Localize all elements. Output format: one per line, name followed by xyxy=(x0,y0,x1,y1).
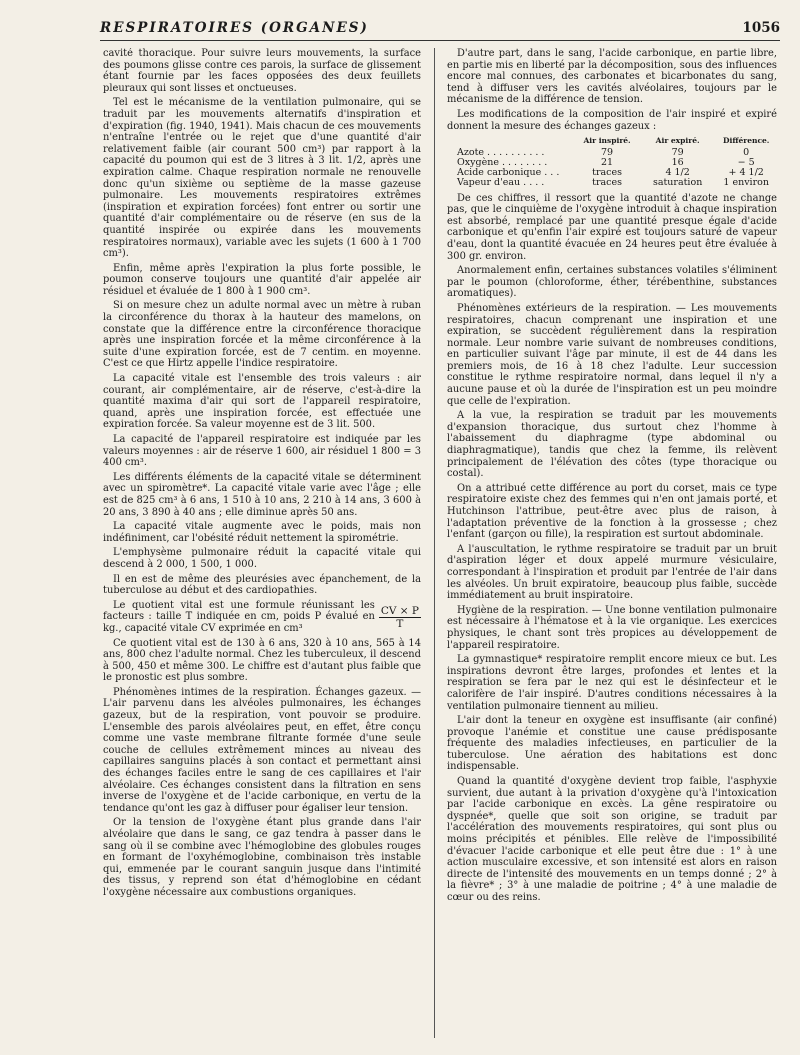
running-title: RESPIRATOIRES (ORGANES) xyxy=(100,20,369,36)
paragraph: Hygiène de la respiration. — Une bonne ventilation pulmonaire est nécessaire à l'hématose et à la vie organique. Les exercices physiques, le chant sont très propices au développement de l'appareil respiratoire. xyxy=(447,604,777,651)
vital-quotient-formula xyxy=(103,600,421,635)
right-column xyxy=(447,48,777,1048)
paragraph: La gymnastique* respiratoire remplit encore mieux ce but. Les inspirations devront être larges, profondes et lentes et la respiration se fera par le nez qui est le désinfecteur et le calorifère de l'air inspiré. D'autres conditions nécessaires à la ventilation pulmonaire tiennent au milieu. xyxy=(447,654,777,712)
table-cell: + 4 1/2 xyxy=(728,167,764,179)
paragraph: A la vue, la respiration se traduit par les mouvements d'expansion thoracique, dus surtout chez l'homme à l'abaissement du diaphragme (type abdominal ou diaphragmatique), tandis que chez la femme, ils relèvent principalement de l'élévation des côtes (type thoracique ou costal). xyxy=(447,410,777,480)
paragraph: La capacité vitale est l'ensemble des trois valeurs : air courant, air complémentaire, air de réserve, c'est-à-dire la quantité maxima d'air qui sort de l'appareil respiratoire, quand, après une inspiration forcée, est effectuée une expiration forcée. Sa valeur moyenne est de 3 lit. 500. xyxy=(103,373,421,431)
table-row xyxy=(457,178,777,188)
table-header xyxy=(457,135,574,147)
table-cell: − 5 xyxy=(737,156,755,168)
table-header: Air inspiré. xyxy=(583,136,631,146)
paragraph: La capacité vitale augmente avec le poids, mais non indéfiniment, car l'obésité réduit nettement la spirométrie. xyxy=(103,521,421,544)
paragraph: Si on mesure chez un adulte normal avec un mètre à ruban la circonférence du thorax à la hauteur des mamelons, on constate que la différence entre la circonférence thoracique après une inspiration forcée et la même circonférence à la suite d'une expiration forcée, est de 7 centim. en moyenne. C'est ce que Hirtz appelle l'indice respiratoire. xyxy=(103,300,421,370)
table-cell: 21 xyxy=(601,156,614,168)
paragraph: L'air dont la teneur en oxygène est insuffisante (air confiné) provoque l'anémie et constitue une cause prédisposante fréquente des maladies infectieuses, en particulier de la tuberculose. Une aération des habitations est donc indispensable. xyxy=(447,715,777,773)
paragraph: Enfin, même après l'expiration la plus forte possible, le poumon conserve toujours une quantité d'air appelée air résiduel et évaluée de 1 800 à 1 900 cm³. xyxy=(103,262,421,297)
running-header xyxy=(100,18,780,41)
paragraph: Il en est de même des pleurésies avec épanchement, de la tuberculose au début et des cardiopathies. xyxy=(103,573,421,597)
table-header-row xyxy=(457,135,777,147)
paragraph: L'emphysème pulmonaire réduit la capacité vitale qui descend à 2 000, 1 500, 1 000. xyxy=(103,547,421,570)
table-cell: 4 1/2 xyxy=(665,167,690,179)
paragraph: Anormalement enfin, certaines substances volatiles s'éliminent par le poumon (chloroforme, éther, térébenthine, substances aromatiques). xyxy=(447,265,777,300)
paragraph: Or la tension de l'oxygène étant plus grande dans l'air alvéolaire que dans le sang, ce gaz tendra à passer dans le sang où il se combine avec l'hémoglobine des globules rouges en formant de l'oxyhémoglobine, combinaison très instable qui, emmenée par le courant sanguin jusque dans l'intimité des tissus, y reprend son état d'hémoglobine en cédant l'oxygène nécessaire aux combustions organiques. xyxy=(103,817,421,898)
paragraph: D'autre part, dans le sang, l'acide carbonique, en partie libre, en partie mis en liberté par la décomposition, sous des influences encore mal connues, des carbonates et bicarbonates du sang, tend à diffuser vers les cavités alvéolaires, toujours par le mécanisme de la différence de tension. xyxy=(447,48,777,106)
fraction-denominator: T xyxy=(396,617,404,630)
table-cell: saturation xyxy=(652,177,703,189)
table-cell: 1 environ xyxy=(723,177,769,189)
paragraph: Les différents éléments de la capacité vitale se déterminent avec un spiromètre*. La capacité vitale varie avec l'âge ; elle est de 825 cm³ à 6 ans, 1 510 à 10 ans, 2 210 à 14 ans, 3 600 à 20 ans, 3 890 à 40 ans ; elle diminue après 50 ans. xyxy=(103,471,421,518)
table-cell: Azote . . . . . . . . . . xyxy=(457,146,545,158)
table-cell: 79 xyxy=(671,146,684,158)
paragraph: Phénomènes extérieurs de la respiration. — Les mouvements respiratoires, chacun comprenant une inspiration et une expiration, se succèdent régulièrement dans la respiration normale. Leur nombre varie suivant de nombreuses conditions, en particulier suivant l'âge par minute, il est de 44 dans les premiers mois, de 16 à 18 chez l'adulte. Leur succession constitue le rythme respiratoire normal, dans lequel il n'y a aucune pause et où la durée de l'inspiration est un peu moindre que celle de l'expiration. xyxy=(447,302,777,407)
paragraph: A l'auscultation, le rythme respiratoire se traduit par un bruit d'aspiration léger et doux appelé murmure vésiculaire, correspondant à l'inspiration et produit par l'entrée de l'air dans les alvéoles. Un bruit expiratoire, beaucoup plus faible, succède immédiatement au bruit inspiratoire. xyxy=(447,543,777,602)
paragraph: On a attribué cette différence au port du corset, mais ce type respiratoire existe chez des femmes qui n'en ont jamais porté, et Hutchinson l'attribue, peut-être avec plus de raison, à l'adaptation préventive de la fonction à la grossesse ; chez l'enfant (garçon ou fille), la respiration est surtout abdominale. xyxy=(447,482,777,541)
table-cell: Vapeur d'eau . . . . xyxy=(457,177,545,189)
fraction-numerator: CV × P xyxy=(380,604,419,617)
table-cell: traces xyxy=(592,167,622,179)
table-cell: 79 xyxy=(601,146,614,158)
table-header: Différence. xyxy=(722,136,770,146)
left-column xyxy=(103,48,421,1048)
table-header: Air expiré. xyxy=(655,136,700,146)
table-cell: 0 xyxy=(743,146,750,158)
page-number: 1056 xyxy=(742,20,780,36)
paragraph: De ces chiffres, il ressort que la quantité d'azote ne change pas, que le cinquième de l'oxygène introduit à chaque inspiration est absorbé, remplacé par une quantité presque égale d'acide carbonique et qu'enfin l'air expiré est toujours saturé de vapeur d'eau, dont la quantité évacuée en 24 heures peut être évaluée à 300 gr. environ. xyxy=(447,192,777,262)
paragraph: Les modifications de la composition de l'air inspiré et expiré donnent la mesure des échanges gazeux : xyxy=(447,108,777,132)
paragraph: Quand la quantité d'oxygène devient trop faible, l'asphyxie survient, due autant à la privation d'oxygène qu'à l'intoxication par l'acide carbonique en excès. La gêne respiratoire ou dyspnée*, quelle que soit son origine, se traduit par l'accélération des mouvements respiratoires, qui sont plus ou moins précipités et pénibles. Elle relève de l'impossibilité d'évacuer l'acide carbonique et elle peut être due : 1° à une action musculaire excessive, et son intensité est alors en raison directe de l'intensité des mouvements en un temps donné ; 2° à la fièvre* ; 3° à une maladie de poitrine ; 4° à une maladie de cœur ou des reins. xyxy=(447,776,777,903)
table-cell: Oxygène . . . . . . . . xyxy=(457,156,548,168)
paragraph: cavité thoracique. Pour suivre leurs mouvements, la surface des poumons glisse contre ces parois, la surface de glissement étant fournie par les faces opposées des deux feuillets pleuraux qui sont lisses et onctueuses. xyxy=(103,48,421,94)
paragraph: Le quotient vital est une formule réunissant les facteurs : taille T indiquée en cm, poids P évalué en kg., capacité vitale CV exprimée en cm³ xyxy=(103,599,375,634)
table-cell: traces xyxy=(592,177,622,189)
column-divider xyxy=(434,48,435,1038)
gas-exchange-table xyxy=(457,135,777,188)
paragraph: La capacité de l'appareil respiratoire est indiquée par les valeurs moyennes : air de réserve 1 600, air résiduel 1 800 = 3 400 cm³. xyxy=(103,434,421,469)
table-cell: Acide carbonique . . . xyxy=(457,167,560,179)
table-cell: 16 xyxy=(671,156,684,168)
paragraph: Ce quotient vital est de 130 à 6 ans, 320 à 10 ans, 565 à 14 ans, 800 chez l'adulte normal. Chez les tuberculeux, il descend à 500, 450 et même 300. Le chiffre est d'autant plus faible que le pronostic est plus sombre. xyxy=(103,637,421,684)
fraction xyxy=(379,605,421,630)
paragraph: Tel est le mécanisme de la ventilation pulmonaire, qui se traduit par les mouvements alternatifs d'inspiration et d'expiration (fig. 1940, 1941). Mais chacun de ces mouvements n'entraîne l'entrée ou le rejet que d'une quantité d'air relativement faible (air courant 500 cm³) par rapport à la capacité du poumon qui est de 3 litres à 3 lit. 1/2, après une expiration calme. Chaque respiration normale ne renouvelle donc qu'un sixième ou septième de la masse gazeuse pulmonaire. Les mouvements respiratoires extrêmes (inspiration et expiration forcées) font entrer ou sortir une quantité d'air complémentaire ou de réserve (en sus de la quantité inspirée ou expirée dans les mouvements respiratoires normaux), variable avec les sujets (1 600 à 1 700 cm³). xyxy=(103,97,421,260)
paragraph: Phénomènes intimes de la respiration. Échanges gazeux. — L'air parvenu dans les alvéoles pulmonaires, les échanges gazeux, but de la respiration, vont pouvoir se produire. L'ensemble des parois alvéolaires peut, en effet, être conçu comme une vaste membrane filtrante formée d'une seule couche de cellules extrêmement minces au niveau des capillaires sanguins placés à son contact et permettant ainsi des échanges faciles entre le sang de ces capillaires et l'air alvéolaire. Ces échanges consistent dans la filtration en sens inverse de l'oxygène et de l'acide carbonique, en vertu de la tendance qu'ont les gaz à diffuser pour égaliser leur tension. xyxy=(103,686,421,814)
